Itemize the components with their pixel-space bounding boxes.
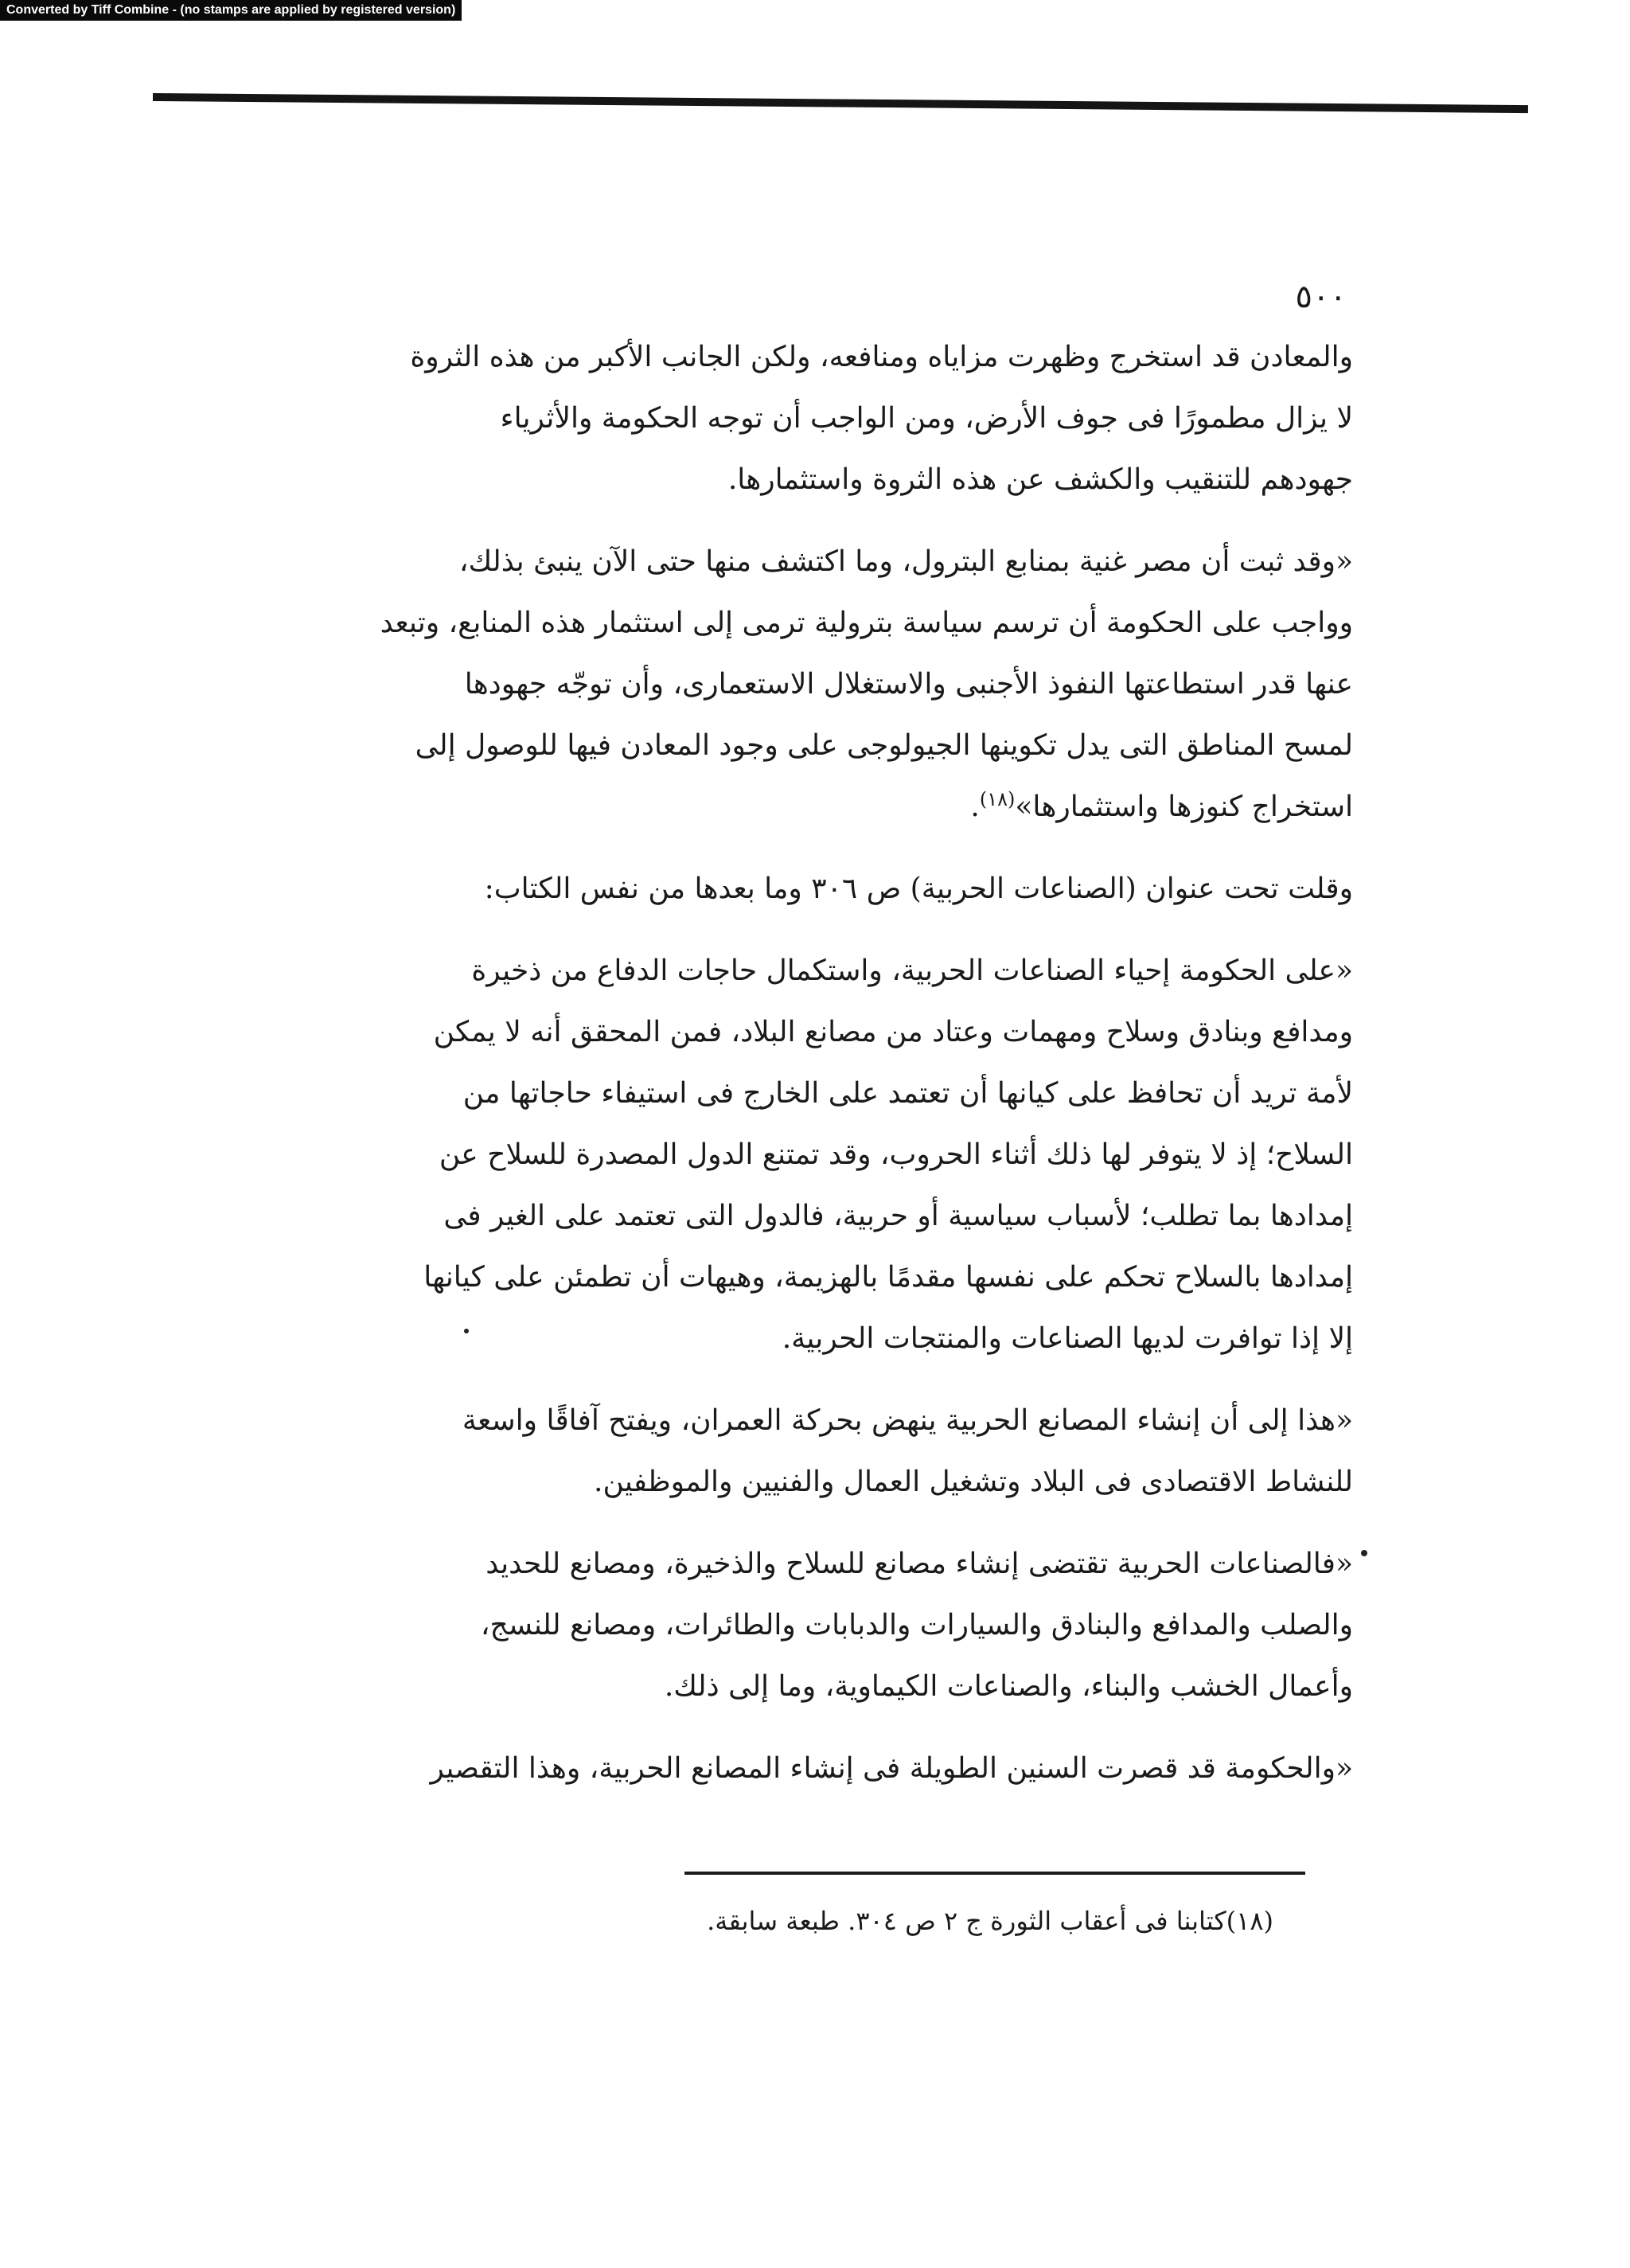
paragraph-3 <box>263 858 1353 919</box>
paragraph-3-line-1: وقلت تحت عنوان (الصناعات الحربية) ص ٣٠٦ وما بعدها من نفس الكتاب: <box>484 872 1353 905</box>
footnote-separator <box>684 1872 1305 1875</box>
paragraph-4-line-1: «على الحكومة إحياء الصناعات الحربية، واستكمال حاجات الدفاع من ذخيرة <box>471 954 1353 987</box>
paragraph-6 <box>263 1533 1353 1717</box>
paragraph-4-line-7: إلا إذا توافرت لديها الصناعات والمنتجات الحربية. <box>782 1322 1353 1355</box>
paragraph-2-line-1: «وقد ثبت أن مصر غنية بمنابع البترول، وما اكتشف منها حتى الآن ينبئ بذلك، <box>458 545 1353 578</box>
paragraph-7-line-1: «والحكومة قد قصرت السنين الطويلة فى إنشاء المصانع الحربية، وهذا التقصير <box>430 1752 1353 1785</box>
paragraph-4-line-4: السلاح؛ إذ لا يتوفر لها ذلك أثناء الحروب، وقد تمتنع الدول المصدرة للسلاح عن <box>439 1138 1353 1171</box>
paragraph-4-line-3: لأمة تريد أن تحافظ على كيانها أن تعتمد على الخارج فى استيفاء حاجاتها من <box>462 1077 1353 1110</box>
paragraph-5-line-1: «هذا إلى أن إنشاء المصانع الحربية ينهض بحركة العمران، ويفتح آفاقًا واسعة <box>462 1404 1353 1437</box>
paragraph-2-line-4: لمسح المناطق التى يدل تكوينها الجيولوجى على وجود المعادن فيها للوصول إلى <box>415 729 1353 762</box>
paragraph-1-line-3: جهودهم للتنقيب والكشف عن هذه الثروة واستثمارها. <box>727 463 1353 496</box>
paragraph-5 <box>263 1390 1353 1513</box>
paragraph-4-line-6: إمدادها بالسلاح تحكم على نفسها مقدمًا بالهزيمة، وهيهات أن تطمئن على كيانها <box>423 1261 1353 1294</box>
paragraph-2-line-5 <box>263 776 1353 837</box>
page-number: ٥٠٠ <box>1295 279 1347 315</box>
body-text <box>263 326 1353 1820</box>
footnote-18: (١٨)كتابنا فى أعقاب الثورة ج ٢ ص ٣٠٤. طبعة سابقة. <box>707 1906 1273 1936</box>
footnote-marker-18: (١٨) <box>979 788 1016 810</box>
paragraph-1 <box>263 326 1353 510</box>
paragraph-2-line-3: عنها قدر استطاعتها النفوذ الأجنبى والاستغلال الاستعمارى، وأن توجّه جهودها <box>464 668 1353 701</box>
paragraph-2-line-2: وواجب على الحكومة أن ترسم سياسة بترولية ترمى إلى استثمار هذه المنابع، وتبعد <box>380 607 1353 639</box>
paragraph-1-line-1: والمعادن قد استخرج وظهرت مزاياه ومنافعه، ولكن الجانب الأكبر من هذه الثروة <box>410 341 1353 373</box>
paragraph-2-end-period: . <box>970 790 980 823</box>
paragraph-6-line-2: والصلب والمدافع والبنادق والسيارات والدبابات والطائرات، ومصانع للنسج، <box>480 1609 1353 1641</box>
converter-banner: Converted by Tiff Combine - (no stamps are applied by registered version) <box>0 0 462 21</box>
paragraph-7 <box>263 1738 1353 1799</box>
scan-speck <box>464 1329 469 1333</box>
paragraph-5-line-2: للنشاط الاقتصادى فى البلاد وتشغيل العمال والفنيين والموظفين. <box>594 1466 1353 1498</box>
paragraph-4 <box>263 940 1353 1369</box>
paragraph-6-line-1: «فالصناعات الحربية تقتضى إنشاء مصانع للسلاح والذخيرة، ومصانع للحديد <box>485 1548 1353 1580</box>
paragraph-2-line-5-text: استخراج كنوزها واستثمارها» <box>1015 790 1353 823</box>
paragraph-4-line-2: ومدافع وبنادق وسلاح ومهمات وعتاد من مصانع البلاد، فمن المحقق أنه لا يمكن <box>433 1016 1353 1048</box>
paragraph-6-line-3: وأعمال الخشب والبناء، والصناعات الكيماوية، وما إلى ذلك. <box>664 1670 1353 1703</box>
scan-speck <box>1361 1550 1367 1556</box>
paragraph-4-line-5: إمدادها بما تطلب؛ لأسباب سياسية أو حربية، فالدول التى تعتمد على الغير فى <box>443 1200 1353 1232</box>
header-rule <box>153 93 1528 113</box>
paragraph-1-line-2: لا يزال مطمورًا فى جوف الأرض، ومن الواجب أن توجه الحكومة والأثرياء <box>500 402 1353 435</box>
paragraph-2 <box>263 531 1353 837</box>
